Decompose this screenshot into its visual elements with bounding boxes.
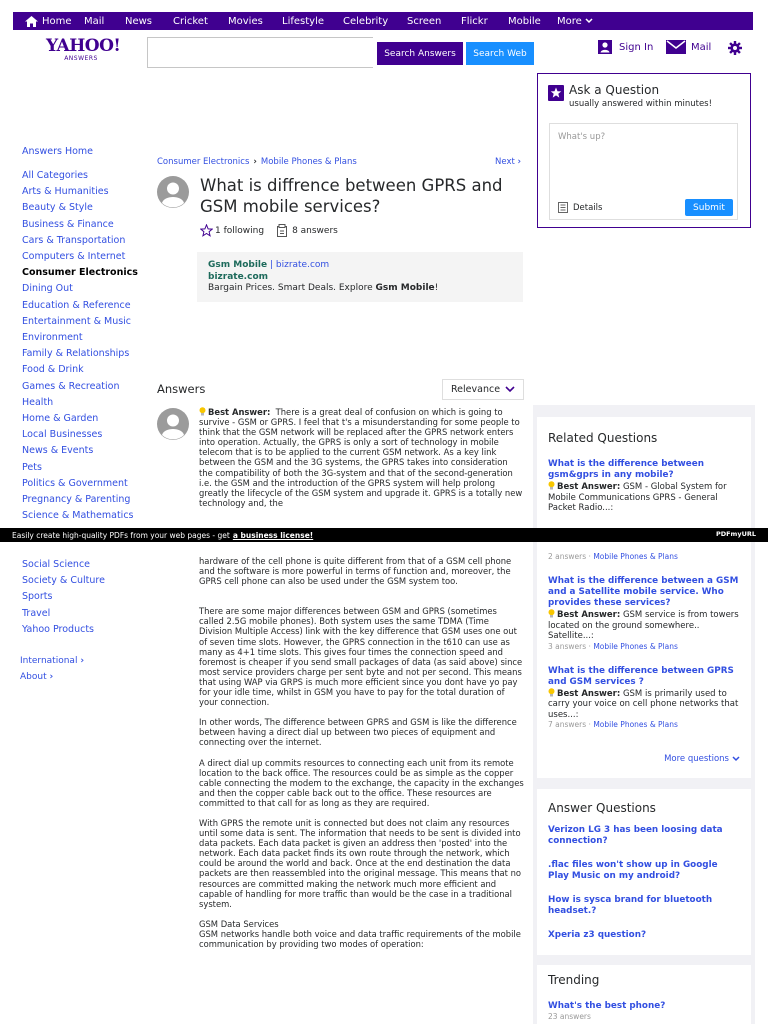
ask-title: Ask a Question (569, 83, 660, 97)
search-web-button[interactable]: Search Web (466, 42, 534, 65)
chevron-down-icon (732, 756, 740, 762)
sidebar-extra (20, 653, 84, 685)
search-input[interactable] (147, 37, 373, 68)
best-answer (199, 407, 524, 508)
answer-questions-panel (537, 789, 751, 955)
related-question-item (548, 576, 740, 652)
answer-question-link[interactable]: Verizon LG 3 has been loosing data connection? (548, 825, 723, 846)
nav-celebrity-label: Celebrity (343, 15, 389, 27)
nav-cricket-label: Cricket (173, 15, 208, 27)
submit-button[interactable]: Submit (685, 199, 733, 216)
sidebar-item[interactable]: Computers & Internet (22, 251, 126, 263)
sidebar-item[interactable]: Local Businesses (22, 429, 103, 441)
related-questions-panel (537, 417, 751, 528)
search-answers-button[interactable]: Search Answers (377, 42, 463, 65)
ad-domain: bizrate.com (208, 271, 268, 282)
breadcrumb-category[interactable]: Consumer Electronics (157, 157, 250, 167)
mail-icon (666, 40, 686, 54)
nav-more-label: More (557, 15, 582, 27)
nav-movies-label: Movies (228, 15, 263, 27)
related-answer-count: 3 answers (548, 641, 587, 651)
more-questions-label: More questions (664, 754, 729, 764)
sidebar-item[interactable]: Education & Reference (22, 299, 131, 311)
chevron-right-icon: › (80, 656, 85, 666)
nav-cricket[interactable] (173, 16, 208, 27)
nav-movies[interactable] (228, 16, 263, 27)
trending-item (548, 1001, 740, 1022)
star-icon (548, 85, 564, 101)
question-placeholder: What's up? (558, 132, 606, 142)
nav-mail[interactable] (84, 16, 104, 27)
sidebar-item[interactable]: Yahoo Products (22, 623, 95, 635)
chevron-down-icon (585, 18, 593, 24)
sort-label: Relevance (451, 384, 501, 395)
next-label: Next (495, 157, 515, 167)
sidebar-item[interactable]: Science & Mathematics (22, 510, 134, 522)
ad-headline-rest: | bizrate.com (267, 260, 330, 270)
sidebar-item[interactable]: Health (22, 396, 54, 408)
nav-home[interactable] (18, 16, 72, 27)
chevron-right-icon: › (49, 672, 54, 682)
details-label: Details (573, 202, 603, 213)
chevron-right-icon: › (517, 157, 522, 167)
sidebar-categories (22, 168, 138, 524)
document-icon (558, 202, 568, 213)
answer-question-link[interactable]: Xperia z3 question? (548, 930, 647, 940)
nav-screen-label: Screen (407, 15, 442, 27)
related-question-answer (548, 609, 740, 642)
answer-paragraph: GSM Data Services GSM networks handle both voice and data traffic requirements of the mobile communication by providing two modes of operation: (199, 918, 521, 949)
answer-questions-title: Answer Questions (548, 801, 656, 815)
related-questions-continued (537, 542, 751, 778)
best-answer-continued (199, 556, 524, 959)
lightbulb-icon (199, 407, 206, 416)
user-icon (598, 40, 612, 54)
sidebar-item[interactable]: All Categories (22, 170, 89, 181)
sidebar-item[interactable]: Home & Garden (22, 413, 99, 425)
answer-paragraph: In other words, The difference between GPRS and GSM is like the difference between having a direct dial up between two pieces of equipment and connecting over the internet. (199, 717, 517, 748)
best-answer-text: There is a great deal of confusion on which is going to survive - GSM or GPRS. I feel that t's a misunderstanding for some people to think that the GSM network will be replaced after the GPRS network enters into operation. Actually, the GPRS is only a sort of technology in mobile telecom that is to be applied to the current GSM network. As a key link between the GSM and the 3G systems, the GPRS takes into consideration the compatibility of both the 3G-system and that of the second-generation i.e. the GSM and the introduction of the GPRS system will help prolong greatly the lifecycle of the GSM system and upgrade it. GPRS is a totally new technology and, the (199, 407, 523, 508)
ad-desc-pre: Bargain Prices. Smart Deals. Explore (208, 283, 376, 293)
ad-headline-bold: Gsm Mobile (208, 260, 268, 270)
nav-flickr-label: Flickr (461, 15, 488, 27)
nav-mobile[interactable] (508, 16, 541, 27)
sign-in-link[interactable] (598, 40, 653, 54)
answer-paragraph: With GPRS the remote unit is connected but does not claim any resources until some data is sent. The information that needs to be sent is divided into data packets. Each data packet is given an address then 'posted' into the network. Each data packet finds its own route through the network, which could be around the world and back. Once at the end destination the data packets are then reassembled into the original message. This means that no resources are committed making the network much more efficient and capable of handling for more traffic than would be the case in a traditional system. (199, 817, 522, 909)
sidebar-item[interactable]: Entertainment & Music (22, 315, 132, 327)
nav-mobile-label: Mobile (508, 15, 541, 27)
sidebar-item[interactable]: Pregnancy & Parenting (22, 494, 131, 506)
trending-title: Trending (548, 973, 600, 987)
about-label: About (20, 672, 47, 682)
related-question-link[interactable]: What is the difference between gsm&gprs in any mobile? (548, 459, 704, 480)
related-answer-text: GSM - Global System for Mobile Communications GPRS - General Packet Radio...: (548, 482, 727, 513)
sponsored-ad[interactable] (197, 252, 523, 302)
sidebar-categories-continued (22, 557, 105, 638)
related-question-link[interactable]: What is the difference between a GSM and a Satellite mobile service. Who provides these services? (548, 576, 739, 608)
about-link[interactable] (20, 669, 84, 685)
mail-link[interactable] (666, 40, 711, 54)
sidebar-item[interactable]: Sports (22, 591, 53, 603)
sidebar-item[interactable]: Politics & Government (22, 477, 128, 489)
sidebar-item[interactable]: Dining Out (22, 283, 73, 295)
next-question-link[interactable] (495, 157, 521, 167)
nav-home-label: Home (42, 15, 72, 27)
logo-text: YAHOO! (46, 36, 121, 56)
avatar-icon[interactable] (157, 176, 189, 208)
nav-lifestyle-label: Lifestyle (282, 15, 325, 27)
pdf-banner-text: Easily create high-quality PDFs from your web pages - get (12, 530, 230, 540)
related-question-meta: 3 answers · Mobile Phones & Plans (548, 641, 678, 651)
lightbulb-icon (548, 609, 555, 618)
answers-count: 8 answers (292, 225, 338, 236)
related-question-item (548, 459, 740, 514)
nav-mail-label: Mail (84, 15, 105, 27)
sidebar-home (22, 144, 93, 160)
related-question-item (548, 666, 740, 731)
answer-paragraph: There are some major differences between GSM and GPRS (sometimes called 2.5G mobile phones). Both system uses the same TDMA (Time Division Multiple Access) link with the key difference that GSM uses one out of seven time slots. However, the GPRS connection in the t610 can use as many as 4+1 time slots. This gives four times the connection speed and foremost is cheaper if you send small packages of data (as said above) since most service providers charge per sent byte and not per second. This means that using WAP via GRPS is much more efficient since you dont have yo pay for your idle time, whilst in GSM you have to pay for the total duration of your connection. (199, 606, 523, 708)
ad-desc-bold: Gsm Mobile (375, 283, 435, 293)
breadcrumb-subcategory[interactable]: Mobile Phones & Plans (260, 157, 357, 167)
lightbulb-icon (548, 688, 555, 697)
logo-subtext: ANSWERS (64, 55, 98, 62)
sidebar-item[interactable]: Family & Relationships (22, 348, 130, 360)
trending-panel (537, 965, 751, 1024)
answer-question-link[interactable]: How is sysca brand for bluetooth headset.? (548, 895, 713, 916)
ask-question-box (537, 73, 751, 228)
star-outline-icon[interactable] (200, 224, 213, 237)
ad-description (208, 283, 512, 295)
sidebar-item[interactable]: Beauty & Style (22, 202, 93, 214)
related-answer-text: GSM service is from towers located on the ground somewhere.. Satellite...: (548, 610, 739, 641)
nav-flickr[interactable] (461, 16, 488, 27)
question-textarea[interactable] (549, 123, 738, 220)
nav-screen[interactable] (407, 16, 441, 27)
avatar-icon[interactable] (157, 408, 189, 440)
related-category-link[interactable]: Mobile Phones & Plans (593, 641, 678, 651)
more-questions-link[interactable] (664, 754, 740, 764)
related-question-meta: 2 answers · Mobile Phones & Plans (548, 552, 678, 561)
sidebar-item[interactable]: Environment (22, 332, 83, 344)
related-question-link[interactable]: What is the difference between GPRS and GSM services ? (548, 665, 734, 687)
answer-paragraph: hardware of the cell phone is quite different from that of a GSM cell phone and the software is more powerful in terms of function and, moreover, the GPRS cell phone can also be used under the GSM system too. (199, 556, 512, 587)
best-answer-label: Best Answer: (557, 688, 621, 699)
nav-lifestyle[interactable] (282, 16, 324, 27)
sidebar-item[interactable]: Society & Culture (22, 575, 105, 587)
best-answer-label: Best Answer: (557, 610, 621, 620)
sidebar-item[interactable]: News & Events (22, 445, 94, 457)
sidebar-item[interactable]: Arts & Humanities (22, 186, 109, 198)
best-answer-label: Best Answer: (208, 407, 271, 417)
ask-subtitle: usually answered within minutes! (569, 99, 713, 109)
lightbulb-icon (548, 481, 555, 490)
ad-headline[interactable] (208, 260, 512, 272)
nav-celebrity[interactable] (343, 16, 388, 27)
sidebar-item[interactable]: Consumer Electronics (22, 267, 138, 279)
mail-label: Mail (691, 41, 712, 53)
related-category-link[interactable]: Mobile Phones & Plans (593, 720, 678, 729)
yahoo-answers-logo[interactable] (46, 36, 121, 63)
answers-icon (276, 224, 288, 237)
sign-in-label: Sign In (619, 41, 654, 53)
international-label: International (20, 656, 78, 666)
answer-paragraph: A direct dial up commits resources to connecting each unit from its remote location to the back office. The resources could be as simple as the copper cable connecting the modem to the exchange, the capacity in the exchanges and then the copper cable back out to the office. These resources are committed to that call for as long as they are required. (199, 757, 524, 808)
pdf-banner-link[interactable]: a business license! (232, 530, 314, 540)
answer-question-list (548, 825, 740, 941)
related-answer-count: 7 answers (548, 720, 587, 729)
pdfmyurl-logo: PDFmyURL (715, 530, 756, 538)
best-answer-label: Best Answer: (557, 482, 621, 492)
related-answer-text: GSM is primarily used to carry your voice on cell phone networks that uses...: (548, 688, 739, 720)
sidebar-item[interactable]: Food & Drink (22, 364, 84, 376)
sidebar-item-answers-home[interactable]: Answers Home (22, 146, 94, 157)
sidebar-item[interactable]: Travel (22, 607, 51, 619)
following-count[interactable]: 1 following (215, 225, 265, 236)
question-meta (200, 224, 338, 237)
sidebar-item[interactable]: Pets (22, 461, 42, 473)
answer-question-link[interactable]: .flac files won't show up in Google Play Music on my android? (548, 860, 718, 881)
sidebar-item[interactable]: Business & Finance (22, 218, 114, 230)
details-toggle[interactable] (558, 202, 602, 213)
related-question-answer (548, 481, 740, 514)
related-answer-count: 2 answers (548, 552, 587, 561)
chevron-down-icon (505, 386, 515, 393)
answer-paragraph (199, 596, 524, 606)
pdf-banner (0, 528, 768, 542)
answers-heading: Answers (157, 382, 206, 396)
top-navigation (13, 12, 753, 30)
ad-desc-post: ! (434, 283, 439, 293)
related-questions-title: Related Questions (548, 431, 658, 445)
question-title: What is diffrence between GPRS and GSM mobile services? (200, 176, 503, 216)
breadcrumb (157, 157, 357, 167)
related-question-meta: 7 answers · Mobile Phones & Plans (548, 720, 678, 729)
gear-icon[interactable] (728, 41, 742, 55)
sidebar-item[interactable]: Games & Recreation (22, 380, 120, 392)
sidebar-item[interactable]: Cars & Transportation (22, 234, 126, 246)
nav-more[interactable] (557, 16, 593, 27)
nav-news[interactable] (125, 16, 152, 27)
related-question-answer (548, 688, 740, 721)
sort-dropdown[interactable] (442, 379, 524, 400)
trending-meta: 23 answers (548, 1012, 591, 1021)
home-icon (25, 16, 38, 27)
trending-question-link[interactable]: What's the best phone? (548, 1001, 666, 1011)
sidebar-item[interactable]: Social Science (22, 559, 91, 570)
international-link[interactable] (20, 653, 84, 669)
related-category-link[interactable]: Mobile Phones & Plans (593, 552, 678, 561)
nav-news-label: News (125, 15, 153, 27)
chevron-right-icon: › (253, 157, 257, 167)
